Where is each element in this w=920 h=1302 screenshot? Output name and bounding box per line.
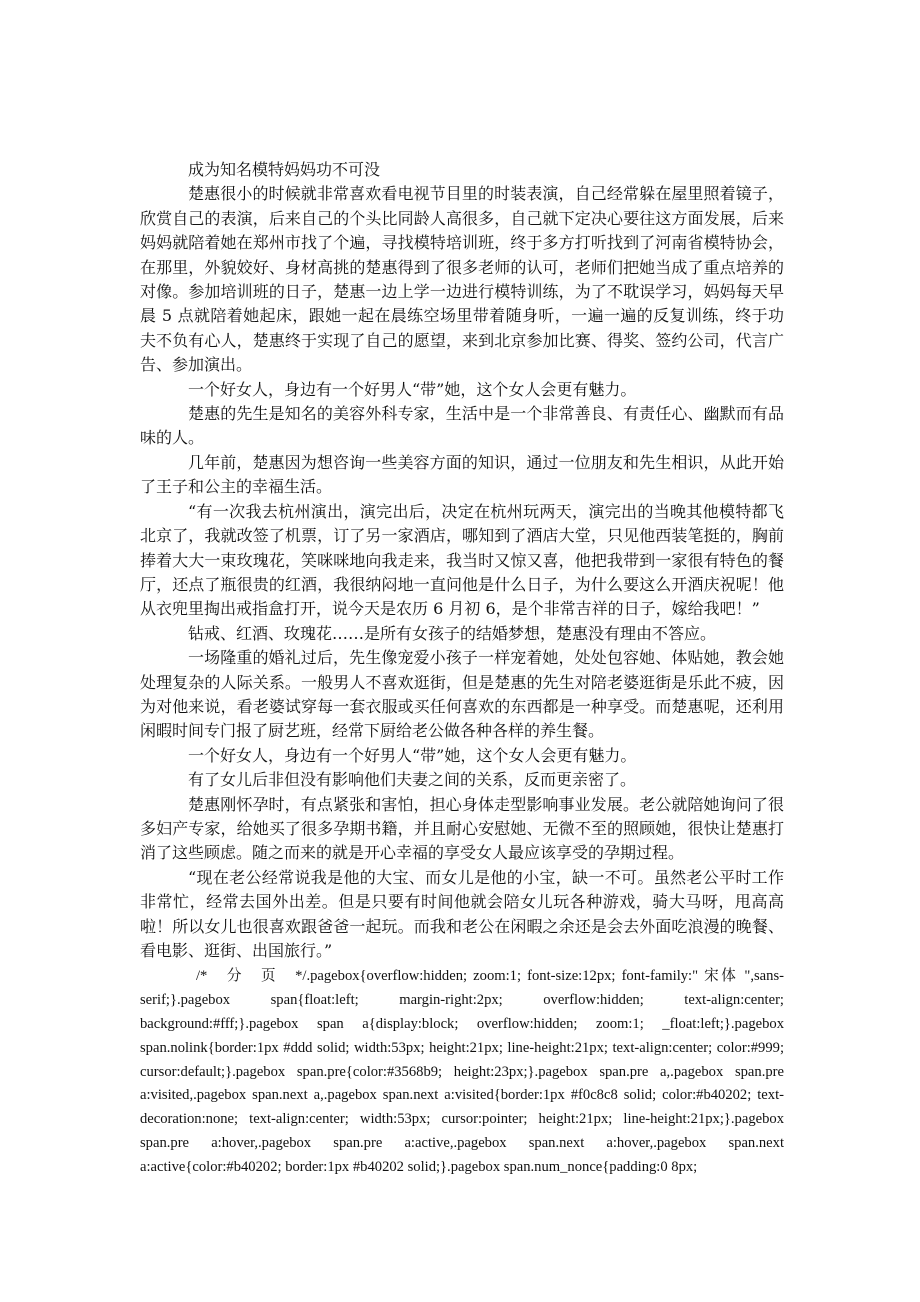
paragraph: 楚惠刚怀孕时，有点紧张和害怕，担心身体走型影响事业发展。老公就陪她询问了很多妇产专家，给她买了很多孕期书籍，并且耐心安慰她、无微不至的照顾她，很快让楚惠打消了这些顾虑。随之而来的就是开心幸福的享受女人最应该享受的孕期过程。 <box>140 794 784 863</box>
paragraph: 一场隆重的婚礼过后，先生像宠爱小孩子一样宠着她，处处包容她、体贴她，教会她处理复杂的人际关系。一般男人不喜欢逛街，但是楚惠的先生对陪老婆逛街是乐此不疲，因为对他来说，看老婆试穿每一套衣服或买任何喜欢的东西都是一种享受。而楚惠呢，还利用闲暇时间专门报了厨艺班，经常下厨给老公做各种各样的养生餐。 <box>140 648 784 741</box>
paragraph: “现在老公经常说我是他的大宝、而女儿是他的小宝，缺一不可。虽然老公平时工作非常忙，经常去国外出差。但是只要有时间他就会陪女儿玩各种游戏，骑大马呀，甩高高啦！所以女儿也很喜欢跟爸爸一起玩。而我和老公在闲暇之余还是会去外面吃浪漫的晚餐、看电影、逛街、出国旅行。” <box>140 867 784 960</box>
document-page <box>140 158 784 1180</box>
paragraph: “有一次我去杭州演出，演完出后，决定在杭州玩两天，演完出的当晚其他模特都飞北京了，我就改签了机票，订了另一家酒店，哪知到了酒店大堂，只见他西装笔挺的，胸前捧着大大一束玫瑰花，笑咪咪地向我走来，我当时又惊又喜，他把我带到一家很有特色的餐厅，还点了瓶很贵的红酒，我很纳闷地一直问他是什么日子，为什么要这么开酒庆祝呢！他从衣兜里掏出戒指盒打开，说今天是农历 6 月初 6，是个非常吉祥的日子，嫁给我吧！” <box>140 501 784 619</box>
paragraph: 有了女儿后非但没有影响他们夫妻之间的关系，反而更亲密了。 <box>188 770 637 790</box>
paragraph: 几年前，楚惠因为想咨询一些美容方面的知识，通过一位朋友和先生相识，从此开始了王子和公主的幸福生活。 <box>140 452 784 497</box>
paragraph: 一个好女人，身边有一个好男人“带”她，这个女人会更有魅力。 <box>188 745 637 765</box>
css-code-paragraph: /* 分 页 */.pagebox{overflow:hidden; zoom:1; font-size:12px; font-family:" 宋体 ",sans-serif;}.pagebox span{float:left; margin-right:2px; overflow:hidden; text-align:center; background:#fff;}.pagebox span a{display:block; overflow:hidden; zoom:1; _float:left;}.pagebox span.nolink{border:1px #ddd solid; width:53px; height:21px; line-height:21px; text-align:center; color:#999; cursor:default;}.pagebox span.pre{color:#3568b9; height:23px;}.pagebox span.pre a,.pagebox span.pre a:visited,.pagebox span.next a,.pagebox span.next a:visited{border:1px #f0c8c8 solid; color:#b40202; text-decoration:none; text-align:center; width:53px; cursor:pointer; height:21px; line-height:21px;}.pagebox span.pre a:hover,.pagebox span.pre a:active,.pagebox span.next a:hover,.pagebox span.next a:active{color:#b40202; border:1px #b40202 solid;}.pagebox span.num_nonce{padding:0 8px; <box>140 968 784 1175</box>
paragraph: 一个好女人，身边有一个好男人“带”她，这个女人会更有魅力。 <box>188 379 637 399</box>
document-title: 成为知名模特妈妈功不可没 <box>188 160 381 179</box>
paragraph: 钻戒、红酒、玫瑰花……是所有女孩子的结婚梦想，楚惠没有理由不答应。 <box>188 623 717 643</box>
paragraph: 楚惠很小的时候就非常喜欢看电视节目里的时装表演，自己经常躲在屋里照着镜子，欣赏自己的表演，后来自己的个头比同龄人高很多，自己就下定决心要往这方面发展，后来妈妈就陪着她在郑州市找了个遍，寻找模特培训班，终于多方打听找到了河南省模特协会，在那里，外貌姣好、身材高挑的楚惠得到了很多老师的认可，老师们把她当成了重点培养的对像。参加培训班的日子，楚惠一边上学一边进行模特训练，为了不耽误学习，妈妈每天早晨 5 点就陪着她起床，跟她一起在晨练空场里带着随身听，一遍一遍的反复训练，终于功夫不负有心人，楚惠终于实现了自己的愿望，来到北京参加比赛、得奖、签约公司，代言广告、参加演出。 <box>140 184 784 375</box>
paragraph: 楚惠的先生是知名的美容外科专家，生活中是一个非常善良、有责任心、幽默而有品味的人。 <box>140 404 784 448</box>
